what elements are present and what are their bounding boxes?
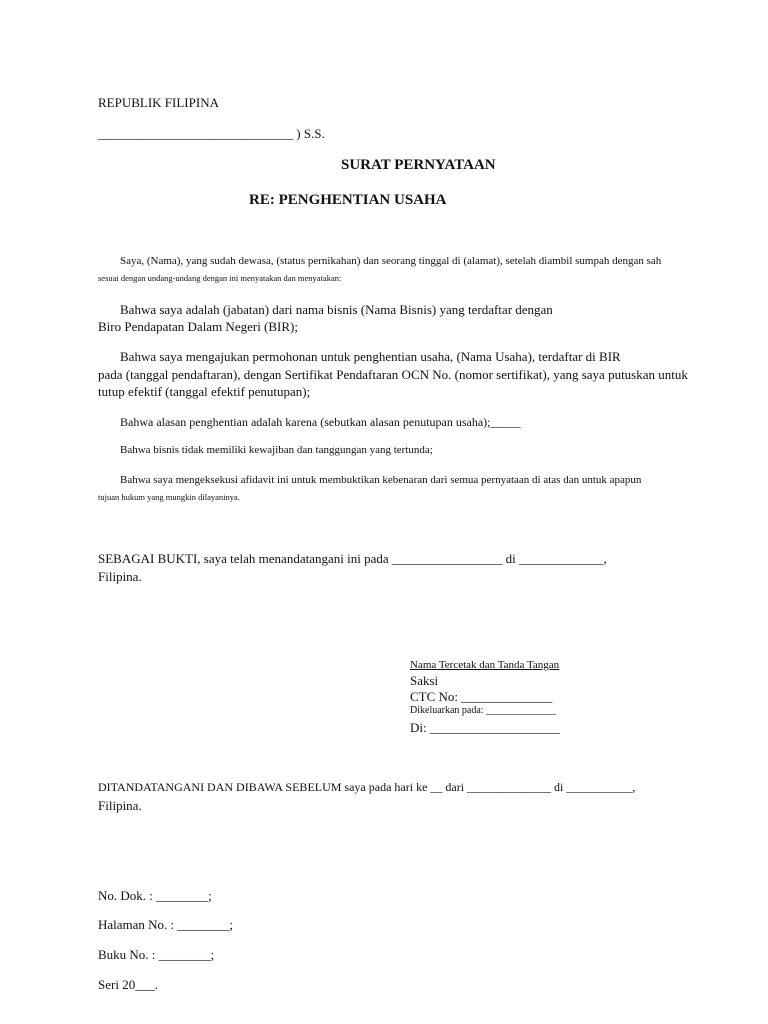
jurat-line-2: Filipina.: [98, 798, 142, 813]
intro-line-1: Saya, (Nama), yang sudah dewasa, (status pernikahan) dan seorang tinggal di (alamat), setelah diambil sumpah dengan sah: [120, 255, 662, 267]
book-number-line: Buku No. : ________;: [98, 947, 215, 962]
paragraph-execution-line-1: Bahwa saya mengeksekusi afidavit ini untuk membuktikan kebenaran dari semua pernyataan di atas dan untuk apapun: [120, 474, 642, 486]
ctc-number-line: CTC No: ______________: [410, 689, 553, 704]
paragraph-liabilities: Bahwa bisnis tidak memiliki kewajiban dan tanggungan yang tertunda;: [120, 444, 433, 456]
paragraph-application-line-3: tutup efektif (tanggal efektif penutupan);: [98, 384, 311, 399]
document-subject: RE: PENGHENTIAN USAHA: [249, 192, 447, 208]
witness-line-2: Filipina.: [98, 569, 142, 584]
paragraph-position-line-1: Bahwa saya adalah (jabatan) dari nama bisnis (Nama Bisnis) yang terdaftar dengan: [120, 302, 553, 317]
affiant-label: Saksi: [410, 673, 439, 688]
paragraph-position-line-2: Biro Pendapatan Dalam Negeri (BIR);: [98, 319, 298, 334]
venue-line: ______________________________ ) S.S.: [98, 126, 325, 141]
paragraph-reason: Bahwa alasan penghentian adalah karena (sebutkan alasan penutupan usaha);_____: [120, 415, 521, 429]
country-heading: REPUBLIK FILIPINA: [98, 95, 219, 110]
series-line: Seri 20___.: [98, 977, 158, 992]
paragraph-application-line-1: Bahwa saya mengajukan permohonan untuk penghentian usaha, (Nama Usaha), terdaftar di BIR: [120, 349, 621, 364]
paragraph-application-line-2: pada (tanggal pendaftaran), dengan Sertifikat Pendaftaran OCN No. (nomor sertifikat), yang saya putuskan untuk: [98, 367, 688, 382]
jurat-line-1: DITANDATANGANI DAN DIBAWA SEBELUM saya pada hari ke __ dari ______________ di ___________,: [98, 780, 636, 794]
paragraph-execution-line-2: tujuan hukum yang mungkin dilayaninya.: [98, 492, 240, 502]
doc-number-line: No. Dok. : ________;: [98, 888, 212, 903]
page-number-line: Halaman No. : ________;: [98, 917, 234, 932]
issued-at-line: Di: ____________________: [410, 720, 560, 735]
witness-line-1: SEBAGAI BUKTI, saya telah menandatangani ini pada _________________ di _____________,: [98, 551, 607, 566]
intro-line-2: sesuai dengan undang-undang dengan ini menyatakan dan menyatakan:: [98, 273, 342, 283]
issued-on-line: Dikeluarkan pada: ______________: [410, 705, 557, 716]
signature-name-label: Nama Tercetak dan Tanda Tangan: [410, 659, 560, 671]
document-title: SURAT PERNYATAAN: [341, 157, 496, 173]
